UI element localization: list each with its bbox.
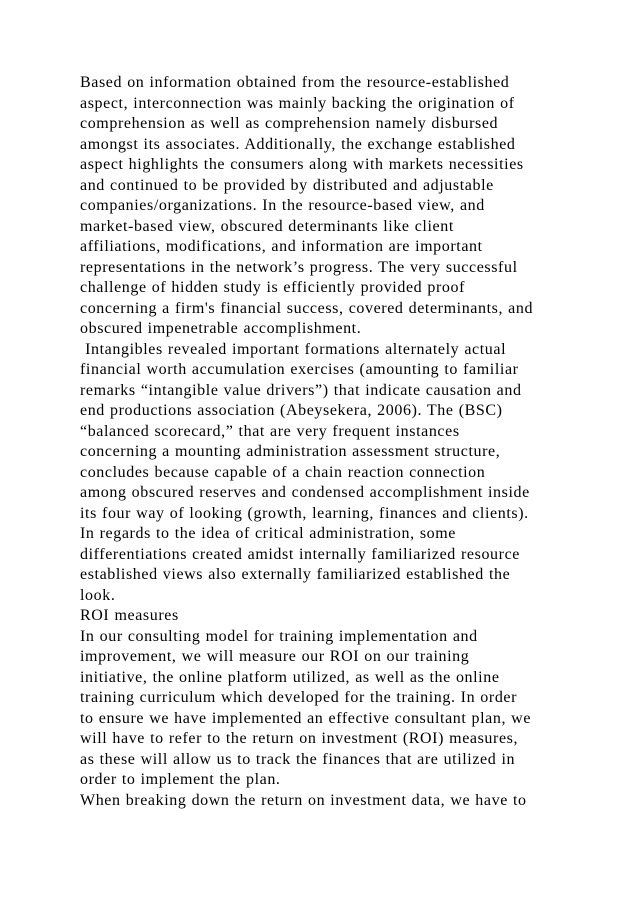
text-line: financial worth accumulation exercises (amounting to familiar — [80, 361, 519, 378]
text-line: look. — [80, 586, 116, 604]
text-line: end productions association (Abeysekera, 2006). The (BSC) — [80, 402, 503, 419]
text-line: comprehension as well as comprehension namely disbursed — [80, 115, 499, 132]
text-line: In our consulting model for training implementation and — [80, 627, 478, 645]
text-line: “balanced scorecard,” that are very frequent instances — [80, 422, 460, 440]
text-line: amongst its associates. Additionally, the exchange established — [80, 135, 516, 153]
text-line: aspect, interconnection was mainly backing the origination of — [80, 94, 515, 112]
text-line: improvement, we will measure our ROI on our training — [80, 648, 470, 665]
text-line: representations in the network’s progress. The very successful — [80, 258, 518, 276]
document-body — [80, 73, 580, 811]
text-line: initiative, the online platform utilized, as well as the online — [80, 668, 500, 686]
text-line: to ensure we have implemented an effective consultant plan, we — [80, 709, 532, 727]
text-line: differentiations created amidst internally familiarized resource — [80, 545, 520, 563]
text-line: Based on information obtained from the resource-established — [80, 74, 510, 91]
text-line: market-based view, obscured determinants like client — [80, 217, 454, 235]
text-line: established views also externally familiarized established the — [80, 566, 511, 583]
text-line: will have to refer to the return on investment (ROI) measures, — [80, 730, 519, 747]
text-line: concludes because capable of a chain reaction connection — [80, 463, 486, 481]
text-line: remarks “intangible value drivers”) that indicate causation and — [80, 381, 522, 399]
text-line: affiliations, modifications, and information are important — [80, 238, 483, 255]
text-line: its four way of looking (growth, learning, finances and clients). — [80, 504, 529, 522]
text-line: among obscured reserves and condensed accomplishment inside — [80, 484, 530, 501]
text-line: challenge of hidden study is efficiently provided proof — [80, 279, 465, 296]
text-line: training curriculum which developed for the training. In order — [80, 689, 518, 706]
text-line: concerning a mounting administration assessment structure, — [80, 443, 501, 460]
text-line: and continued to be provided by distributed and adjustable — [80, 176, 494, 194]
text-line: aspect highlights the consumers along with markets necessities — [80, 156, 524, 173]
text-line: concerning a firm's financial success, covered determinants, and — [80, 299, 534, 317]
text-line: In regards to the idea of critical administration, some — [80, 525, 456, 542]
text-line: obscured impenetrable accomplishment. — [80, 320, 362, 337]
text-line: order to implement the plan. — [80, 771, 281, 788]
text-line: Intangibles revealed important formations alternately actual — [80, 340, 507, 358]
text-line: When breaking down the return on investment data, we have to — [80, 791, 527, 809]
text-line: as these will allow us to track the finances that are utilized in — [80, 750, 516, 768]
text-line: companies/organizations. In the resource-based view, and — [80, 197, 485, 214]
section-heading: ROI measures — [80, 607, 179, 624]
